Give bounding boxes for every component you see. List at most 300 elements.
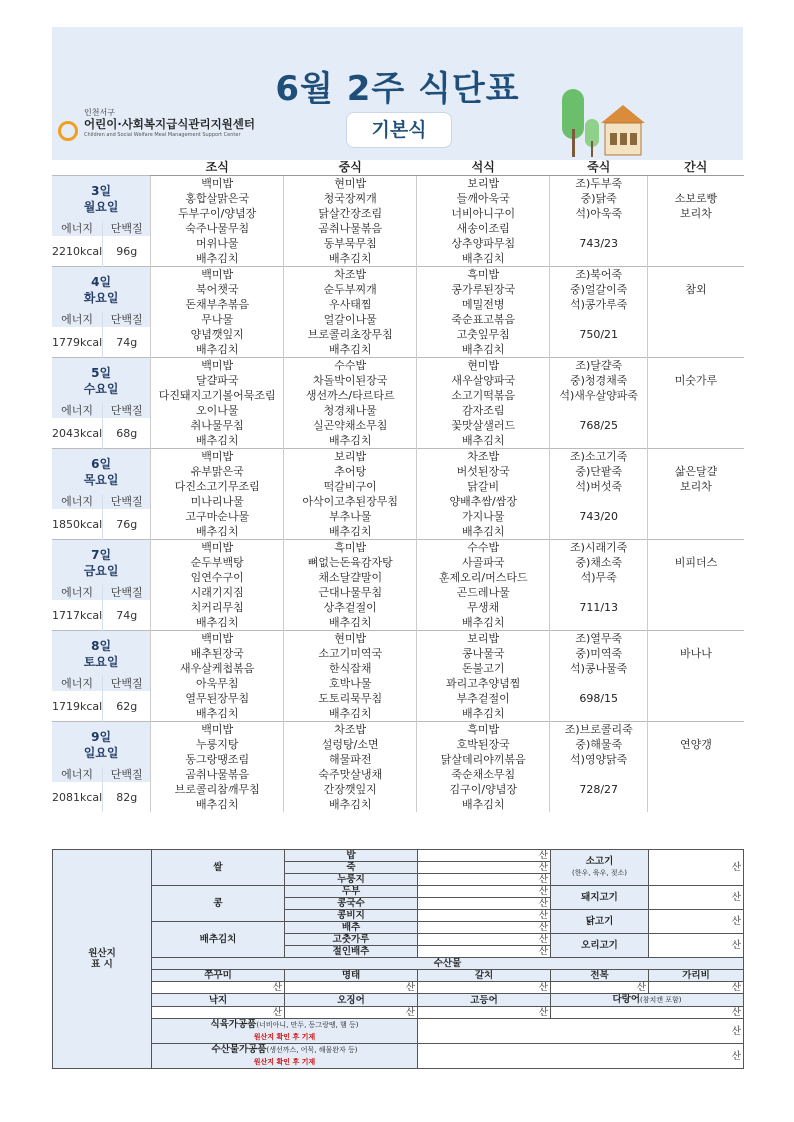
breakfast-item: 배추김치 <box>151 433 284 449</box>
snack-item <box>648 722 744 738</box>
dinner-item: 곤드레나물 <box>417 585 550 600</box>
snack-item <box>648 176 744 192</box>
menu-row <box>52 509 744 524</box>
snack-item <box>648 221 744 236</box>
dinner-item: 양배추쌈/쌈장 <box>417 494 550 509</box>
snack-item <box>648 661 744 676</box>
breakfast-item: 두부구이/양념장 <box>151 206 284 221</box>
energy-label: 에너지 <box>52 676 103 691</box>
energy-value: 1719kcal <box>52 691 103 722</box>
breakfast-item: 다진소고기무조림 <box>151 479 284 494</box>
snack-item <box>648 782 744 797</box>
breakfast-item: 동그랑땡조림 <box>151 752 284 767</box>
menu-row <box>52 691 744 706</box>
energy-label: 에너지 <box>52 767 103 782</box>
porridge-item <box>550 251 648 267</box>
porridge-item <box>550 585 648 600</box>
energy-label: 에너지 <box>52 403 103 418</box>
origin-item: 콩국수 <box>285 898 418 910</box>
protein-value: 76g <box>103 509 151 540</box>
energy-label: 에너지 <box>52 221 103 236</box>
snack-item <box>648 540 744 556</box>
porridge-item: 743/20 <box>550 509 648 524</box>
porridge-item: 조)달걀죽 <box>550 358 648 374</box>
origin-item: 두부 <box>285 886 418 898</box>
origin-value: 산 <box>285 982 418 994</box>
origin-value: 산 <box>418 886 551 898</box>
protein-value: 62g <box>103 691 151 722</box>
beef-note: (한우, 육우, 젖소) <box>572 869 627 877</box>
menu-row <box>52 555 744 570</box>
day-name: 9일 일요일 <box>83 729 119 760</box>
seafood-item: 갈치 <box>418 970 551 982</box>
breakfast-item: 홍합살맑은국 <box>151 191 284 206</box>
menu-row <box>52 646 744 661</box>
col-dinner: 석식 <box>417 160 550 176</box>
porridge-item: 조)두부죽 <box>550 176 648 192</box>
porridge-item <box>550 676 648 691</box>
protein-label: 단백질 <box>103 312 151 327</box>
origin-value: 산 <box>152 982 285 994</box>
menu-row <box>52 782 744 797</box>
snack-item <box>648 418 744 433</box>
lunch-item: 아삭이고추된장무침 <box>284 494 417 509</box>
seafood-item: 오징어 <box>285 994 418 1007</box>
menu-row <box>52 540 744 556</box>
snack-item <box>648 433 744 449</box>
snack-item <box>648 509 744 524</box>
breakfast-item: 열무된장무침 <box>151 691 284 706</box>
breakfast-item: 배추김치 <box>151 797 284 812</box>
origin-value: 산 <box>649 850 744 886</box>
logo-english: Children and Social Welfare Meal Management Support Center <box>84 132 241 138</box>
protein-label: 단백질 <box>103 221 151 236</box>
snack-item <box>648 403 744 418</box>
menu-row <box>52 251 744 267</box>
dinner-item: 호박된장국 <box>417 737 550 752</box>
menu-row <box>52 206 744 221</box>
lunch-item: 수수밥 <box>284 358 417 374</box>
processed-meat-label: 식육가공품 <box>210 1019 257 1030</box>
breakfast-item: 양념깻잎지 <box>151 327 284 342</box>
energy-value: 2043kcal <box>52 418 103 449</box>
menu-row <box>52 221 744 236</box>
snack-item <box>648 615 744 631</box>
snack-item: 소보로빵 <box>648 191 744 206</box>
origin-value: 산 <box>418 1007 551 1019</box>
snack-item <box>648 388 744 403</box>
porridge-item: 조)소고기죽 <box>550 449 648 465</box>
protein-label: 단백질 <box>103 494 151 509</box>
porridge-item: 조)시래기죽 <box>550 540 648 556</box>
lunch-item: 호박나물 <box>284 676 417 691</box>
processed-meat <box>152 1019 418 1044</box>
origin-value: 산 <box>418 850 551 862</box>
protein-label: 단백질 <box>103 585 151 600</box>
snack-item <box>648 327 744 342</box>
snack-item <box>648 358 744 374</box>
lunch-item: 보리밥 <box>284 449 417 465</box>
menu-row <box>52 494 744 509</box>
porridge-item: 중)닭죽 <box>550 191 648 206</box>
menu-row <box>52 388 744 403</box>
breakfast-item: 북어챗국 <box>151 282 284 297</box>
breakfast-item: 오이나물 <box>151 403 284 418</box>
seafood-item: 명태 <box>285 970 418 982</box>
lunch-item: 근대나물무침 <box>284 585 417 600</box>
menu-row <box>52 176 744 192</box>
origin-value: 산 <box>551 982 649 994</box>
dinner-item: 배추김치 <box>417 342 550 358</box>
seafood-item: 쭈꾸미 <box>152 970 285 982</box>
origin-group-rice: 쌀 <box>152 850 285 886</box>
menu-row <box>52 373 744 388</box>
porridge-item: 조)브로콜리죽 <box>550 722 648 738</box>
breakfast-item: 취나물무침 <box>151 418 284 433</box>
snack-item <box>648 267 744 283</box>
snack-item: 보리차 <box>648 206 744 221</box>
col-lunch: 중식 <box>284 160 417 176</box>
menu-row <box>52 524 744 540</box>
breakfast-item: 임연수구이 <box>151 570 284 585</box>
dinner-item: 새우살양파국 <box>417 373 550 388</box>
snack-item <box>648 797 744 812</box>
breakfast-item: 미나리나물 <box>151 494 284 509</box>
menu-row <box>52 722 744 738</box>
menu-row <box>52 631 744 647</box>
snack-item <box>648 585 744 600</box>
logo-region: 인천서구 <box>84 108 115 117</box>
day-name: 3일 월요일 <box>83 183 119 214</box>
menu-row <box>52 600 744 615</box>
energy-value: 1717kcal <box>52 600 103 631</box>
dinner-item: 차조밥 <box>417 449 550 465</box>
porridge-item: 743/23 <box>550 236 648 251</box>
day-label <box>52 449 151 495</box>
page-title: 6월 2주 식단표 <box>275 69 520 109</box>
dinner-item: 상추양파무침 <box>417 236 550 251</box>
origin-value: 산 <box>418 874 551 886</box>
breakfast-item: 배추김치 <box>151 615 284 631</box>
breakfast-item: 백미밥 <box>151 722 284 738</box>
origin-item: 죽 <box>285 862 418 874</box>
breakfast-item: 유부맑은국 <box>151 464 284 479</box>
dinner-item: 콩가루된장국 <box>417 282 550 297</box>
day-label <box>52 267 151 313</box>
lunch-item: 차조밥 <box>284 722 417 738</box>
dinner-item: 배추김치 <box>417 706 550 722</box>
porridge-item: 중)미역죽 <box>550 646 648 661</box>
origin-value: 산 <box>649 910 744 934</box>
porridge-item: 768/25 <box>550 418 648 433</box>
dinner-item: 닭살데리야끼볶음 <box>417 752 550 767</box>
dinner-item: 소고기떡볶음 <box>417 388 550 403</box>
dinner-item: 감자조림 <box>417 403 550 418</box>
lunch-item: 배추김치 <box>284 797 417 812</box>
snack-item <box>648 312 744 327</box>
breakfast-item: 고구마순나물 <box>151 509 284 524</box>
snack-item <box>648 706 744 722</box>
seafood-item: 전복 <box>551 970 649 982</box>
smile-logo-icon <box>58 121 78 141</box>
menu-row <box>52 676 744 691</box>
origin-value: 산 <box>418 1044 744 1069</box>
snack-item: 연양갱 <box>648 737 744 752</box>
porridge-item <box>550 494 648 509</box>
snack-item: 참외 <box>648 282 744 297</box>
origin-value: 산 <box>418 898 551 910</box>
menu-row <box>52 327 744 342</box>
origin-value: 산 <box>649 982 744 994</box>
lunch-item: 도토리묵무침 <box>284 691 417 706</box>
menu-row <box>52 464 744 479</box>
origin-item: 누룽지 <box>285 874 418 886</box>
menu-row <box>52 767 744 782</box>
energy-label: 에너지 <box>52 585 103 600</box>
dinner-item: 흑미밥 <box>417 722 550 738</box>
porridge-item: 중)단팥죽 <box>550 464 648 479</box>
breakfast-item: 곰취나물볶음 <box>151 767 284 782</box>
lunch-item: 추어탕 <box>284 464 417 479</box>
menu-row <box>52 752 744 767</box>
day-name: 4일 화요일 <box>83 274 119 305</box>
dinner-item: 훈제오리/머스타드 <box>417 570 550 585</box>
origin-value: 산 <box>418 934 551 946</box>
breakfast-item: 배추김치 <box>151 524 284 540</box>
porridge-item: 석)버섯죽 <box>550 479 648 494</box>
porridge-item <box>550 433 648 449</box>
protein-label: 단백질 <box>103 767 151 782</box>
dinner-item: 꽃맛살샐러드 <box>417 418 550 433</box>
lunch-item: 배추김치 <box>284 433 417 449</box>
snack-item <box>648 691 744 706</box>
snack-item <box>648 600 744 615</box>
dinner-item: 배추김치 <box>417 797 550 812</box>
origin-value: 산 <box>418 862 551 874</box>
day-label <box>52 722 151 768</box>
dinner-item: 새송이조림 <box>417 221 550 236</box>
dinner-item: 죽순채소무침 <box>417 767 550 782</box>
snack-item: 바나나 <box>648 646 744 661</box>
origin-value: 산 <box>418 910 551 922</box>
origin-value: 산 <box>649 934 744 958</box>
menu-row <box>52 737 744 752</box>
menu-row <box>52 706 744 722</box>
breakfast-item: 아욱무침 <box>151 676 284 691</box>
seafood-item: 다랑어 <box>612 994 641 1005</box>
col-porridge: 죽식 <box>550 160 648 176</box>
snack-item <box>648 676 744 691</box>
dinner-item: 배추김치 <box>417 251 550 267</box>
origin-group-bean: 콩 <box>152 886 285 922</box>
lunch-item: 배추김치 <box>284 706 417 722</box>
snack-item <box>648 251 744 267</box>
breakfast-item: 새우살케첩볶음 <box>151 661 284 676</box>
seafood-item: 가리비 <box>649 970 744 982</box>
dinner-item: 사골파국 <box>417 555 550 570</box>
porridge-item: 750/21 <box>550 327 648 342</box>
weekly-menu-table <box>52 160 744 812</box>
dinner-item: 닭갈비 <box>417 479 550 494</box>
origin-item: 고춧가루 <box>285 934 418 946</box>
col-breakfast: 조식 <box>151 160 284 176</box>
breakfast-item: 누룽지탕 <box>151 737 284 752</box>
lunch-item: 생선까스/타르타르 <box>284 388 417 403</box>
breakfast-item: 배추된장국 <box>151 646 284 661</box>
porridge-item <box>550 221 648 236</box>
dinner-item: 흑미밥 <box>417 267 550 283</box>
origin-value: 산 <box>418 922 551 934</box>
dinner-item: 수수밥 <box>417 540 550 556</box>
lunch-item: 채소달걀말이 <box>284 570 417 585</box>
porridge-item: 중)채소죽 <box>550 555 648 570</box>
porridge-item <box>550 403 648 418</box>
house-trees-icon <box>557 89 652 159</box>
origin-group-kimchi: 배추김치 <box>152 922 285 958</box>
origin-label <box>53 850 152 1069</box>
day-label <box>52 540 151 586</box>
menu-row <box>52 403 744 418</box>
dinner-item: 가지나물 <box>417 509 550 524</box>
origin-chicken: 닭고기 <box>551 910 649 934</box>
energy-value: 1779kcal <box>52 327 103 358</box>
porridge-item: 석)새우살양파죽 <box>550 388 648 403</box>
dinner-item: 배추김치 <box>417 524 550 540</box>
menu-row <box>52 615 744 631</box>
breakfast-item: 순두부백탕 <box>151 555 284 570</box>
breakfast-item: 배추김치 <box>151 342 284 358</box>
dinner-item: 김구이/양념장 <box>417 782 550 797</box>
origin-value: 산 <box>649 886 744 910</box>
lunch-item: 부추나물 <box>284 509 417 524</box>
lunch-item: 우사태찜 <box>284 297 417 312</box>
breakfast-item: 브로콜리참깨무침 <box>151 782 284 797</box>
day-label <box>52 358 151 404</box>
menu-row <box>52 358 744 374</box>
menu-row <box>52 797 744 812</box>
origin-title: 원산지 표 시 <box>88 948 116 970</box>
dinner-item: 돈불고기 <box>417 661 550 676</box>
dinner-item: 배추김치 <box>417 615 550 631</box>
seafood-item: 고등어 <box>418 994 551 1007</box>
day-label <box>52 176 151 222</box>
snack-item <box>648 236 744 251</box>
porridge-item <box>550 342 648 358</box>
dinner-item: 고춧잎무침 <box>417 327 550 342</box>
dinner-item: 현미밥 <box>417 358 550 374</box>
origin-value: 산 <box>285 1007 418 1019</box>
porridge-item: 석)무죽 <box>550 570 648 585</box>
lunch-item: 청경채나물 <box>284 403 417 418</box>
tuna-note: (참치캔 포함) <box>640 996 682 1004</box>
lunch-item: 떡갈비구이 <box>284 479 417 494</box>
protein-value: 74g <box>103 600 151 631</box>
origin-item: 콩비지 <box>285 910 418 922</box>
day-name: 7일 금요일 <box>83 547 119 578</box>
menu-row <box>52 449 744 465</box>
porridge-item <box>550 524 648 540</box>
breakfast-item: 치커리무침 <box>151 600 284 615</box>
center-logo <box>58 107 258 157</box>
origin-beef <box>551 850 649 886</box>
day-label <box>52 631 151 677</box>
snack-item <box>648 297 744 312</box>
lunch-item: 간장깻잎지 <box>284 782 417 797</box>
lunch-item: 상추겉절이 <box>284 600 417 615</box>
menu-row <box>52 585 744 600</box>
lunch-item: 얼갈이나물 <box>284 312 417 327</box>
breakfast-item: 머위나물 <box>151 236 284 251</box>
porridge-item <box>550 706 648 722</box>
origin-item: 밥 <box>285 850 418 862</box>
lunch-item: 숙주맛살냉채 <box>284 767 417 782</box>
snack-item <box>648 449 744 465</box>
porridge-item: 석)콩가루죽 <box>550 297 648 312</box>
lunch-item: 청국장찌개 <box>284 191 417 206</box>
protein-value: 74g <box>103 327 151 358</box>
protein-value: 82g <box>103 782 151 812</box>
dinner-item: 꽈리고추양념찜 <box>417 676 550 691</box>
protein-value: 96g <box>103 236 151 267</box>
breakfast-item: 달걀파국 <box>151 373 284 388</box>
lunch-item: 차조밥 <box>284 267 417 283</box>
lunch-item: 배추김치 <box>284 615 417 631</box>
logo-org-name: 어린이·사회복지급식관리지원센터 <box>84 117 256 131</box>
dinner-item: 너비아니구이 <box>417 206 550 221</box>
lunch-item: 흑미밥 <box>284 540 417 556</box>
menu-row <box>52 570 744 585</box>
breakfast-item: 백미밥 <box>151 176 284 192</box>
menu-row <box>52 236 744 251</box>
porridge-item <box>550 615 648 631</box>
breakfast-item: 숙주나물무침 <box>151 221 284 236</box>
snack-item: 보리차 <box>648 479 744 494</box>
snack-item: 삶은달걀 <box>648 464 744 479</box>
lunch-item: 실곤약채소무침 <box>284 418 417 433</box>
lunch-item: 한식잡채 <box>284 661 417 676</box>
breakfast-item: 배추김치 <box>151 706 284 722</box>
energy-value: 1850kcal <box>52 509 103 540</box>
breakfast-item: 무나물 <box>151 312 284 327</box>
lunch-item: 배추김치 <box>284 251 417 267</box>
energy-value: 2210kcal <box>52 236 103 267</box>
snack-item <box>648 494 744 509</box>
confirm-note: 원산지 확인 후 기재 <box>253 1058 316 1066</box>
seafood-tuna <box>551 994 744 1007</box>
porridge-item: 728/27 <box>550 782 648 797</box>
energy-label: 에너지 <box>52 312 103 327</box>
lunch-item: 동부묵무침 <box>284 236 417 251</box>
menu-row <box>52 433 744 449</box>
lunch-item: 설렁탕/소면 <box>284 737 417 752</box>
menu-row <box>52 297 744 312</box>
snack-item: 비피더스 <box>648 555 744 570</box>
day-name: 8일 토요일 <box>83 638 119 669</box>
lunch-item: 뼈없는돈육감자탕 <box>284 555 417 570</box>
snack-item <box>648 524 744 540</box>
dinner-item: 죽순표고볶음 <box>417 312 550 327</box>
dinner-item: 배추김치 <box>417 433 550 449</box>
porridge-item: 석)아욱죽 <box>550 206 648 221</box>
lunch-item: 브로콜리초장무침 <box>284 327 417 342</box>
porridge-item: 석)콩나물죽 <box>550 661 648 676</box>
confirm-note: 원산지 확인 후 기재 <box>253 1033 316 1041</box>
porridge-item: 중)해물죽 <box>550 737 648 752</box>
energy-label: 에너지 <box>52 494 103 509</box>
menu-row <box>52 267 744 283</box>
porridge-item <box>550 797 648 812</box>
energy-value: 2081kcal <box>52 782 103 812</box>
